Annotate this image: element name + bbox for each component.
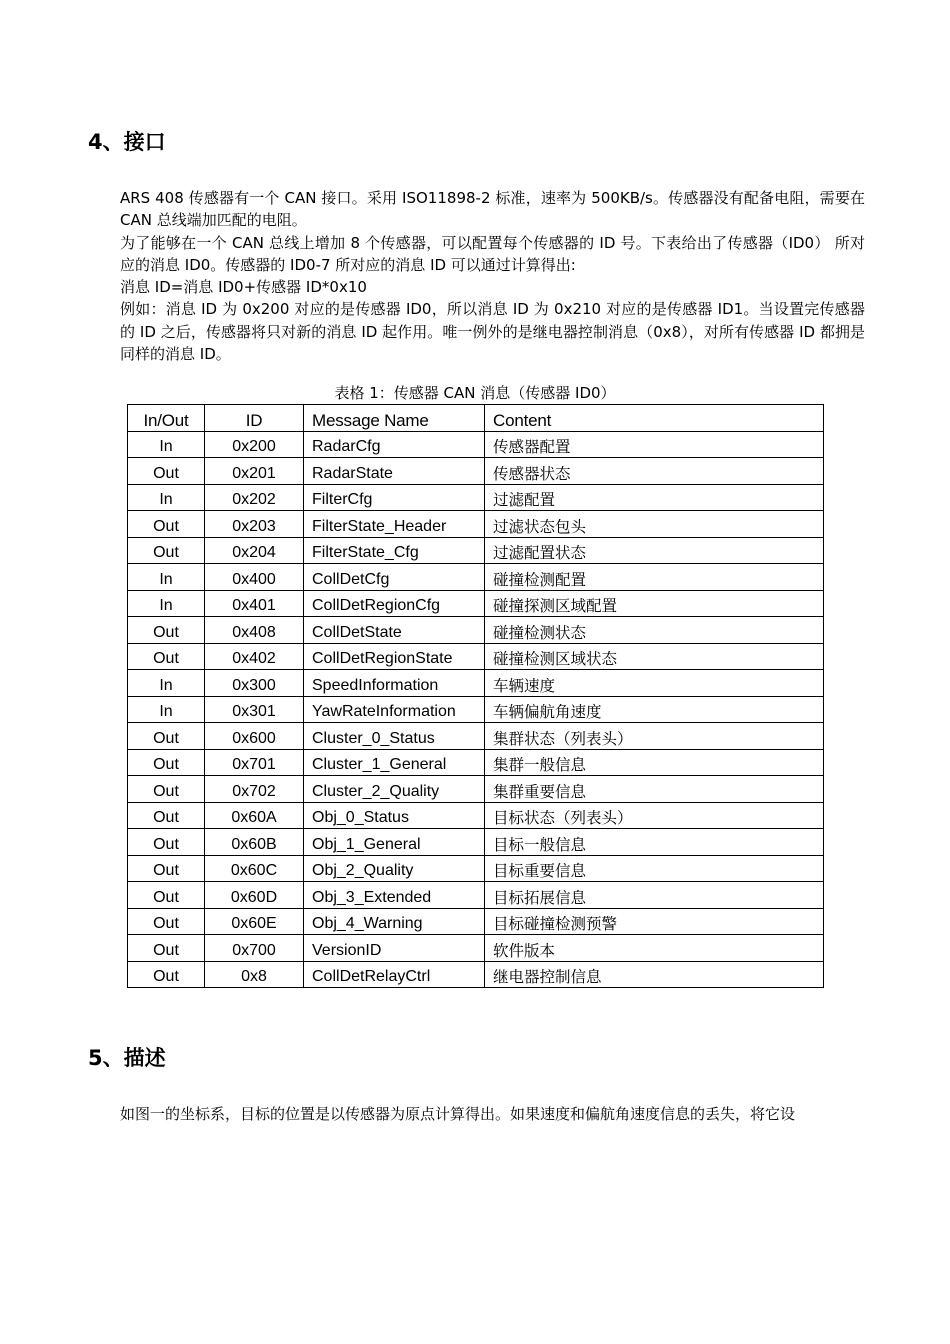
cell-id: 0x204	[205, 537, 304, 564]
cell-in-out: Out	[128, 882, 205, 909]
table-row	[128, 537, 824, 564]
section-5-heading: 5、描述	[88, 1046, 166, 1070]
table-row	[128, 908, 824, 935]
cell-in-out: Out	[128, 749, 205, 776]
cell-message-name: Obj_4_Warning	[304, 908, 485, 935]
cell-message-name: Cluster_2_Quality	[304, 776, 485, 803]
cell-content: 过滤状态包头	[485, 511, 824, 538]
table-row	[128, 511, 824, 538]
cell-in-out: Out	[128, 458, 205, 485]
cell-id: 0x402	[205, 643, 304, 670]
cell-message-name: CollDetRegionState	[304, 643, 485, 670]
cell-in-out: In	[128, 670, 205, 697]
cell-message-name: Obj_0_Status	[304, 802, 485, 829]
cell-id: 0x60C	[205, 855, 304, 882]
cell-in-out: Out	[128, 776, 205, 803]
cell-content: 目标重要信息	[485, 855, 824, 882]
cell-message-name: CollDetRelayCtrl	[304, 961, 485, 988]
cell-message-name: YawRateInformation	[304, 696, 485, 723]
table-row	[128, 749, 824, 776]
cell-message-name: CollDetRegionCfg	[304, 590, 485, 617]
cell-id: 0x60D	[205, 882, 304, 909]
table-row	[128, 617, 824, 644]
table-row	[128, 643, 824, 670]
cell-id: 0x60A	[205, 802, 304, 829]
cell-message-name: Obj_1_General	[304, 829, 485, 856]
cell-id: 0x401	[205, 590, 304, 617]
cell-in-out: Out	[128, 802, 205, 829]
cell-in-out: In	[128, 696, 205, 723]
table-row	[128, 829, 824, 856]
cell-id: 0x200	[205, 431, 304, 458]
paragraph-sensor-id: 为了能够在一个 CAN 总线上增加 8 个传感器，可以配置每个传感器的 ID 号。下表给出了传感器（ID0） 所对应的消息 ID0。传感器的 ID0-7 所对应的消息 ID 可以通过计算得出:	[120, 233, 865, 274]
cell-in-out: In	[128, 564, 205, 591]
header-id: ID	[205, 405, 304, 432]
cell-message-name: FilterCfg	[304, 484, 485, 511]
table-row	[128, 935, 824, 962]
cell-content: 碰撞检测区域状态	[485, 643, 824, 670]
cell-id: 0x201	[205, 458, 304, 485]
cell-id: 0x400	[205, 564, 304, 591]
cell-in-out: Out	[128, 723, 205, 750]
table-row	[128, 564, 824, 591]
cell-message-name: SpeedInformation	[304, 670, 485, 697]
table-row	[128, 458, 824, 485]
cell-message-name: RadarCfg	[304, 431, 485, 458]
paragraph-formula: 消息 ID=消息 ID0+传感器 ID*0x10	[120, 278, 367, 297]
cell-message-name: FilterState_Cfg	[304, 537, 485, 564]
cell-content: 传感器配置	[485, 431, 824, 458]
cell-message-name: Obj_3_Extended	[304, 882, 485, 909]
cell-in-out: Out	[128, 537, 205, 564]
table-header-row	[128, 405, 824, 432]
cell-content: 软件版本	[485, 935, 824, 962]
cell-in-out: Out	[128, 935, 205, 962]
cell-in-out: Out	[128, 961, 205, 988]
cell-content: 碰撞探测区域配置	[485, 590, 824, 617]
table-row	[128, 431, 824, 458]
paragraph-can-interface: ARS 408 传感器有一个 CAN 接口。采用 ISO11898-2 标准，速率为 500KB/s。传感器没有配备电阻，需要在 CAN 总线端加匹配的电阻。	[120, 189, 865, 230]
cell-id: 0x8	[205, 961, 304, 988]
paragraph-example: 例如：消息 ID 为 0x200 对应的是传感器 ID0，所以消息 ID 为 0x210 对应的是传感器 ID1。当设置完传感器的 ID 之后，传感器将只对新的消息 ID 起作用。唯一例外的是继电器控制消息（0x8），对所有传感器 ID 都拥是同样的消息 ID。	[120, 300, 865, 364]
cell-id: 0x600	[205, 723, 304, 750]
cell-in-out: Out	[128, 617, 205, 644]
table-row	[128, 723, 824, 750]
cell-content: 碰撞检测状态	[485, 617, 824, 644]
cell-message-name: VersionID	[304, 935, 485, 962]
table-body	[128, 431, 824, 988]
cell-content: 目标一般信息	[485, 829, 824, 856]
header-message-name: Message Name	[304, 405, 485, 432]
table-row	[128, 802, 824, 829]
cell-id: 0x202	[205, 484, 304, 511]
table-row	[128, 484, 824, 511]
cell-id: 0x203	[205, 511, 304, 538]
header-in-out: In/Out	[128, 405, 205, 432]
cell-in-out: Out	[128, 643, 205, 670]
cell-in-out: In	[128, 590, 205, 617]
cell-id: 0x702	[205, 776, 304, 803]
cell-in-out: Out	[128, 908, 205, 935]
cell-content: 集群一般信息	[485, 749, 824, 776]
cell-content: 继电器控制信息	[485, 961, 824, 988]
cell-message-name: FilterState_Header	[304, 511, 485, 538]
table-row	[128, 776, 824, 803]
cell-id: 0x300	[205, 670, 304, 697]
paragraph-description: 如图一的坐标系，目标的位置是以传感器为原点计算得出。如果速度和偏航角速度信息的丢失，将它设	[120, 1105, 796, 1123]
cell-content: 过滤配置	[485, 484, 824, 511]
can-message-table	[127, 404, 824, 988]
cell-content: 集群状态（列表头）	[485, 723, 824, 750]
table-caption: 表格 1：传感器 CAN 消息（传感器 ID0）	[334, 384, 616, 402]
cell-message-name: Obj_2_Quality	[304, 855, 485, 882]
cell-message-name: RadarState	[304, 458, 485, 485]
header-content: Content	[485, 405, 824, 432]
cell-in-out: Out	[128, 855, 205, 882]
cell-content: 目标拓展信息	[485, 882, 824, 909]
cell-id: 0x60E	[205, 908, 304, 935]
cell-content: 目标碰撞检测预警	[485, 908, 824, 935]
cell-in-out: In	[128, 431, 205, 458]
cell-id: 0x408	[205, 617, 304, 644]
cell-content: 集群重要信息	[485, 776, 824, 803]
cell-content: 碰撞检测配置	[485, 564, 824, 591]
cell-in-out: In	[128, 484, 205, 511]
cell-in-out: Out	[128, 829, 205, 856]
table-row	[128, 882, 824, 909]
cell-in-out: Out	[128, 511, 205, 538]
cell-message-name: Cluster_0_Status	[304, 723, 485, 750]
cell-content: 传感器状态	[485, 458, 824, 485]
cell-content: 车辆速度	[485, 670, 824, 697]
cell-content: 过滤配置状态	[485, 537, 824, 564]
cell-message-name: CollDetState	[304, 617, 485, 644]
cell-id: 0x700	[205, 935, 304, 962]
cell-id: 0x60B	[205, 829, 304, 856]
section-5-body	[120, 1103, 865, 1125]
cell-content: 目标状态（列表头）	[485, 802, 824, 829]
table-row	[128, 696, 824, 723]
section-4-heading: 4、接口	[88, 130, 166, 154]
section-4-body	[120, 187, 865, 365]
table-row	[128, 670, 824, 697]
cell-content: 车辆偏航角速度	[485, 696, 824, 723]
cell-id: 0x701	[205, 749, 304, 776]
table-row	[128, 961, 824, 988]
table-row	[128, 590, 824, 617]
cell-id: 0x301	[205, 696, 304, 723]
cell-message-name: CollDetCfg	[304, 564, 485, 591]
table-row	[128, 855, 824, 882]
cell-message-name: Cluster_1_General	[304, 749, 485, 776]
